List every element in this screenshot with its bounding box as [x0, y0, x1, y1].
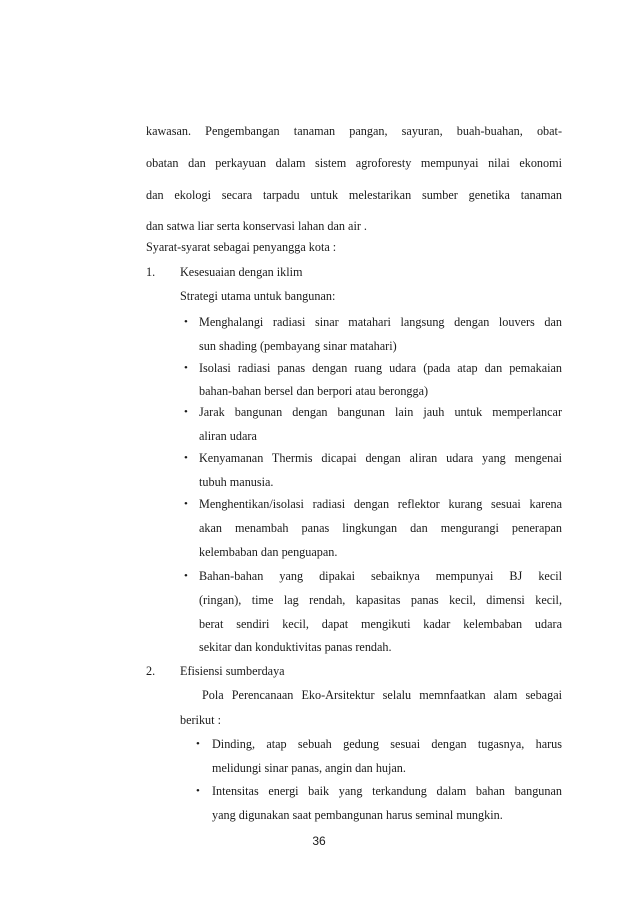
- bullet-icon: •: [184, 362, 188, 374]
- bullet-icon: •: [184, 570, 188, 582]
- section-title: Efisiensi sumberdaya: [180, 664, 285, 678]
- bullet-line: Kenyamanan Thermis dicapai dengan aliran udara yang mengenai: [199, 451, 562, 465]
- intro-line: dan ekologi secara tarpadu untuk melestarikan sumber genetika tanaman: [146, 188, 562, 202]
- intro-line: kawasan. Pengembangan tanaman pangan, sayuran, buah-buahan, obat-: [146, 124, 562, 138]
- bullet-line: yang digunakan saat pembangunan harus seminal mungkin.: [212, 808, 503, 822]
- page-number: 36: [312, 834, 326, 848]
- bullet-icon: •: [184, 406, 188, 418]
- section-number: 2.: [146, 664, 156, 678]
- section-number: 1.: [146, 265, 156, 279]
- bullet-line: Isolasi radiasi panas dengan ruang udara (pada atap dan pemakaian: [199, 361, 562, 375]
- bullet-line: melidungi sinar panas, angin dan hujan.: [212, 761, 406, 775]
- bullet-line: sun shading (pembayang sinar matahari): [199, 339, 397, 353]
- intro-line: obatan dan perkayuan dalam sistem agroforesty mempunyai nilai ekonomi: [146, 156, 562, 170]
- intro-line: dan satwa liar serta konservasi lahan dan air .: [146, 219, 367, 233]
- bullet-icon: •: [184, 498, 188, 510]
- bullet-line: berat sendiri kecil, dapat mengikuti kadar kelembaban udara: [199, 617, 562, 631]
- section-subtitle: Strategi utama untuk bangunan:: [180, 289, 336, 303]
- bullet-line: bahan-bahan bersel dan berpori atau berongga): [199, 384, 429, 398]
- bullet-line: sekitar dan konduktivitas panas rendah.: [199, 640, 392, 654]
- bullet-line: (ringan), time lag rendah, kapasitas panas kecil, dimensi kecil,: [199, 593, 562, 607]
- section-title: Kesesuaian dengan iklim: [180, 265, 303, 279]
- bullet-line: tubuh manusia.: [199, 475, 274, 489]
- bullet-line: Dinding, atap sebuah gedung sesuai dengan tugasnya, harus: [212, 737, 562, 751]
- bullet-line: Menghalangi radiasi sinar matahari langsung dengan louvers dan: [199, 315, 562, 329]
- bullet-icon: •: [196, 785, 200, 797]
- section-paragraph-line: berikut :: [180, 713, 221, 727]
- bullet-icon: •: [184, 452, 188, 464]
- bullet-line: Bahan-bahan yang dipakai sebaiknya mempunyai BJ kecil: [199, 569, 562, 583]
- bullet-line: Intensitas energi baik yang terkandung dalam bahan bangunan: [212, 784, 562, 798]
- bullet-line: Jarak bangunan dengan bangunan lain jauh untuk memperlancar: [199, 405, 562, 419]
- requirements-heading: Syarat-syarat sebagai penyangga kota :: [146, 240, 337, 254]
- bullet-line: kelembaban dan penguapan.: [199, 545, 338, 559]
- bullet-line: akan menambah panas lingkungan dan mengurangi penerapan: [199, 521, 562, 535]
- bullet-line: aliran udara: [199, 429, 257, 443]
- bullet-line: Menghentikan/isolasi radiasi dengan reflektor kurang sesuai karena: [199, 497, 562, 511]
- section-paragraph-line: Pola Perencanaan Eko-Arsitektur selalu memnfaatkan alam sebagai: [202, 688, 562, 702]
- bullet-icon: •: [196, 738, 200, 750]
- bullet-icon: •: [184, 316, 188, 328]
